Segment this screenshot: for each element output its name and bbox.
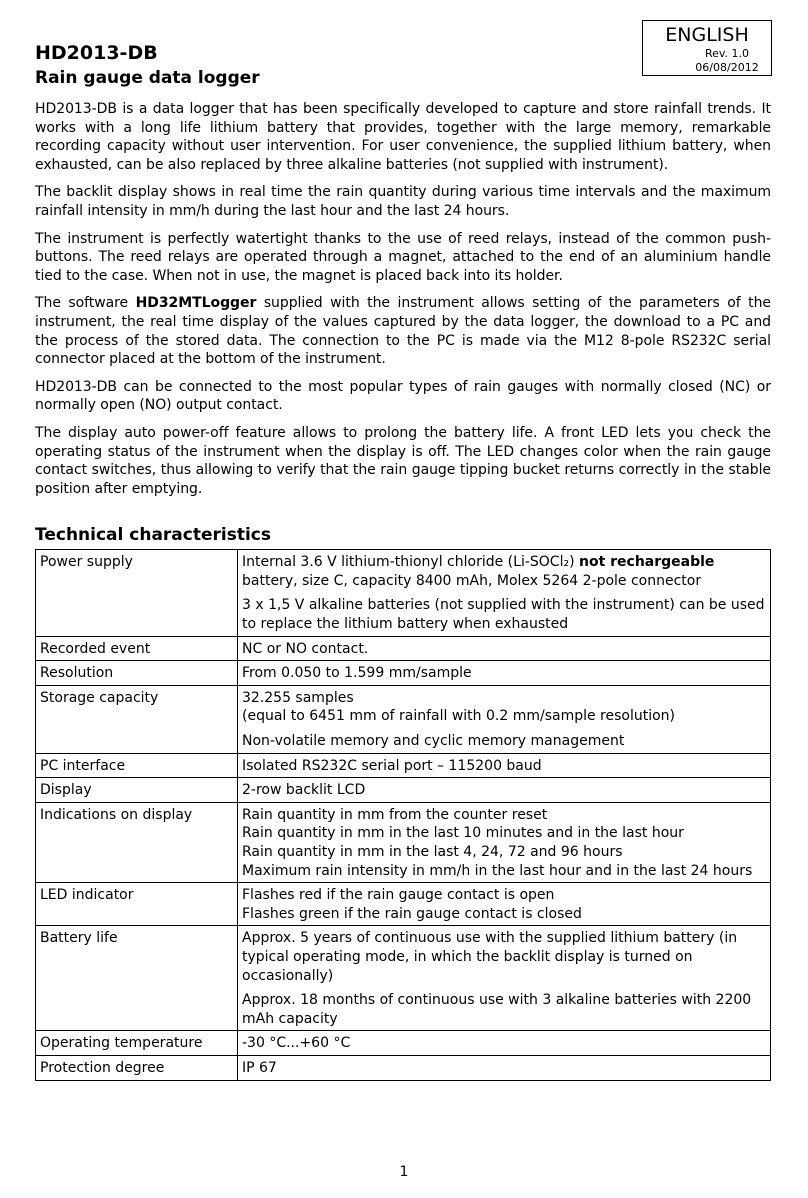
power-text-post: battery, size C, capacity 8400 mAh, Molex 5264 2-pole connector [242, 572, 702, 589]
software-name: HD32MTLogger [135, 295, 257, 312]
table-row [36, 661, 771, 686]
intro-paragraph-2: The backlit display shows in real time the rain quantity during various time intervals and the maximum rainfall intensity in mm/h during the last hour and the last 24 hours. [35, 184, 771, 219]
software-text-post: supplied with the instrument allows setting of the parameters of the instrument, the real time display of the values captured by the data logger, the download to a PC and the process of the stored data. The connection to the PC is made via the M12 8-pole RS232C serial connector placed at the bottom of the instrument. [35, 295, 771, 368]
indication-line: Rain quantity in mm from the counter reset [242, 806, 548, 823]
storage-equivalent: (equal to 6451 mm of rainfall with 0.2 mm/sample resolution) [242, 708, 676, 725]
specs-table [35, 549, 771, 1080]
spec-value: IP 67 [238, 1055, 771, 1080]
spec-label: Operating temperature [36, 1031, 238, 1056]
spec-value-line [242, 689, 766, 726]
table-row [36, 778, 771, 803]
intro-paragraph-6: The display auto power-off feature allows to prolong the battery life. A front LED lets you check the operating status of the instrument when the display is off. The LED changes color when the rain gauge contact switches, thus allowing to verify that the rain gauge tipping bucket returns correctly in the stable position after emptying. [35, 424, 771, 497]
spec-value: -30 °C...+60 °C [238, 1031, 771, 1056]
indication-line: Rain quantity in mm in the last 4, 24, 72 and 96 hours [242, 844, 623, 860]
spec-label: Display [36, 778, 238, 803]
intro-paragraph-3: The instrument is perfectly watertight thanks to the use of reed relays, instead of the common push-buttons. The reed relays are operated through a magnet, attached to the end of an aluminium handle tied to the case. When not in use, the magnet is placed back into its holder. [35, 230, 771, 284]
table-row [36, 753, 771, 778]
software-text-pre: The software [35, 295, 136, 312]
spec-label: Storage capacity [36, 685, 238, 753]
product-model-title: HD2013-DB [35, 42, 158, 64]
intro-paragraph-5: HD2013-DB can be connected to the most popular types of rain gauges with normally closed (NC) or normally open (NO) output contact. [35, 378, 771, 414]
spec-label: Recorded event [36, 636, 238, 661]
table-row [36, 802, 771, 882]
spec-value-line: Approx. 18 months of continuous use with 3 alkaline batteries with 2200 mAh capacity [242, 992, 752, 1027]
table-row [36, 550, 771, 636]
spec-label: Battery life [36, 926, 238, 1031]
table-row [36, 926, 771, 1031]
led-line: Flashes red if the rain gauge contact is open [242, 887, 555, 904]
product-subtitle: Rain gauge data logger [35, 68, 260, 88]
spec-value: 2-row backlit LCD [238, 778, 771, 803]
spec-value [238, 550, 771, 636]
spec-value: NC or NO contact. [238, 636, 771, 661]
led-line: Flashes green if the rain gauge contact is closed [242, 905, 582, 922]
table-row [36, 1031, 771, 1056]
revision-date: 06/08/2012 [695, 61, 759, 74]
spec-value-line: Non-volatile memory and cyclic memory management [242, 733, 625, 750]
indication-line: Rain quantity in mm in the last 10 minutes and in the last hour [242, 825, 684, 842]
page-number: 1 [399, 1164, 409, 1180]
spec-value-line: 3 x 1,5 V alkaline batteries (not supplied with the instrument) can be used to replace the lithium battery when exhausted [242, 597, 765, 633]
intro-paragraph-1: HD2013-DB is a data logger that has been specifically developed to capture and store rainfall trends. It works with a long life lithium battery that provides, together with the large memory, remarkable recording capacity without user intervention. For user convenience, the supplied lithium battery, when exhausted, can be also replaced by three alkaline batteries (not supplied with instrument). [35, 101, 771, 173]
table-row [36, 636, 771, 661]
storage-samples: 32.255 samples [242, 689, 354, 706]
spec-label: Protection degree [36, 1055, 238, 1080]
spec-value: Isolated RS232C serial port – 115200 baud [238, 753, 771, 778]
table-row [36, 883, 771, 926]
spec-label: Power supply [36, 550, 238, 636]
spec-value [238, 802, 771, 882]
spec-value [238, 926, 771, 1031]
spec-value-line [242, 553, 766, 590]
spec-value [238, 685, 771, 753]
power-text-pre: Internal 3.6 V lithium-thionyl chloride (Li-SOCl₂) [242, 554, 579, 571]
document-page [35, 20, 771, 1081]
intro-text [35, 100, 771, 498]
revision-label: Rev. 1.0 [704, 47, 750, 60]
table-row [36, 1055, 771, 1080]
spec-value: From 0.050 to 1.599 mm/sample [238, 661, 771, 686]
technical-characteristics-heading: Technical characteristics [35, 525, 271, 546]
intro-paragraph-4 [35, 294, 771, 368]
spec-label: LED indicator [36, 883, 238, 926]
indication-line: Maximum rain intensity in mm/h in the last hour and in the last 24 hours [242, 862, 753, 879]
language-label: ENGLISH [665, 24, 749, 46]
power-text-bold: not rechargeable [578, 554, 715, 571]
spec-label: PC interface [36, 753, 238, 778]
spec-value-line: Approx. 5 years of continuous use with the supplied lithium battery (in typical operating mode, in which the backlit display is turned on occasionally) [242, 930, 738, 984]
spec-value [238, 883, 771, 926]
table-row [36, 685, 771, 753]
spec-label: Resolution [36, 661, 238, 686]
spec-label: Indications on display [36, 802, 238, 882]
